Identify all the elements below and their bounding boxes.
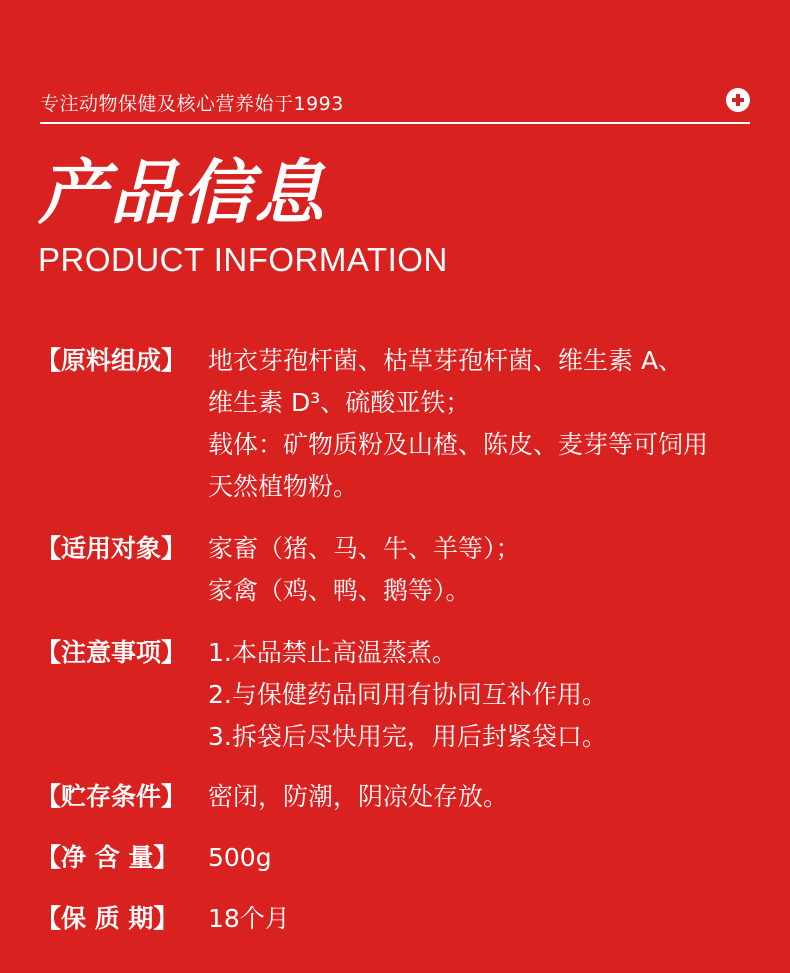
header-bar xyxy=(40,86,750,120)
notes-line: 1.本品禁止高温蒸煮。 xyxy=(208,638,457,667)
ingredients-row xyxy=(36,340,766,508)
page-title: 产品信息 xyxy=(38,152,326,234)
net-weight-label: 【净 含 量】 xyxy=(36,843,179,872)
storage-label: 【贮存条件】 xyxy=(36,782,187,811)
storage-line: 密闭，防潮，阴凉处存放。 xyxy=(208,782,509,811)
net-weight-value xyxy=(208,837,766,879)
net-weight-row xyxy=(36,837,766,879)
ingredients-line: 载体：矿物质粉及山楂、陈皮、麦芽等可饲用 xyxy=(208,430,709,459)
ingredients-label: 【原料组成】 xyxy=(36,346,187,375)
ingredients-value xyxy=(208,340,766,508)
target-line: 家畜（猪、马、牛、羊等）； xyxy=(208,534,521,563)
ingredients-line: 天然植物粉。 xyxy=(208,472,359,501)
brand-tagline: 专注动物保健及核心营养始于1993 xyxy=(40,93,344,115)
shelf-life-value xyxy=(208,898,766,940)
ingredients-line: 维生素 D³、硫酸亚铁； xyxy=(208,388,471,417)
page-subtitle: PRODUCT INFORMATION xyxy=(38,241,448,278)
product-info xyxy=(36,340,766,940)
notes-value xyxy=(208,632,766,758)
ingredients-line: 地衣芽孢杆菌、枯草芽孢杆菌、维生素 A、 xyxy=(208,346,684,375)
storage-row xyxy=(36,776,766,818)
notes-label: 【注意事项】 xyxy=(36,638,187,667)
notes-line: 3.拆袋后尽快用完，用后封紧袋口。 xyxy=(208,722,607,751)
target-line: 家禽（鸡、鸭、鹅等）。 xyxy=(208,576,471,605)
notes-row xyxy=(36,632,766,758)
target-label: 【适用对象】 xyxy=(36,534,187,563)
plus-circle-icon[interactable] xyxy=(726,88,750,112)
header-divider xyxy=(40,122,750,124)
target-row xyxy=(36,528,766,612)
storage-value xyxy=(208,776,766,818)
shelf-life-label: 【保 质 期】 xyxy=(36,904,179,933)
shelf-life-row xyxy=(36,898,766,940)
target-value xyxy=(208,528,766,612)
notes-line: 2.与保健药品同用有协同互补作用。 xyxy=(208,680,607,709)
shelf-life-line: 18个月 xyxy=(208,904,290,933)
net-weight-line: 500g xyxy=(208,843,272,872)
